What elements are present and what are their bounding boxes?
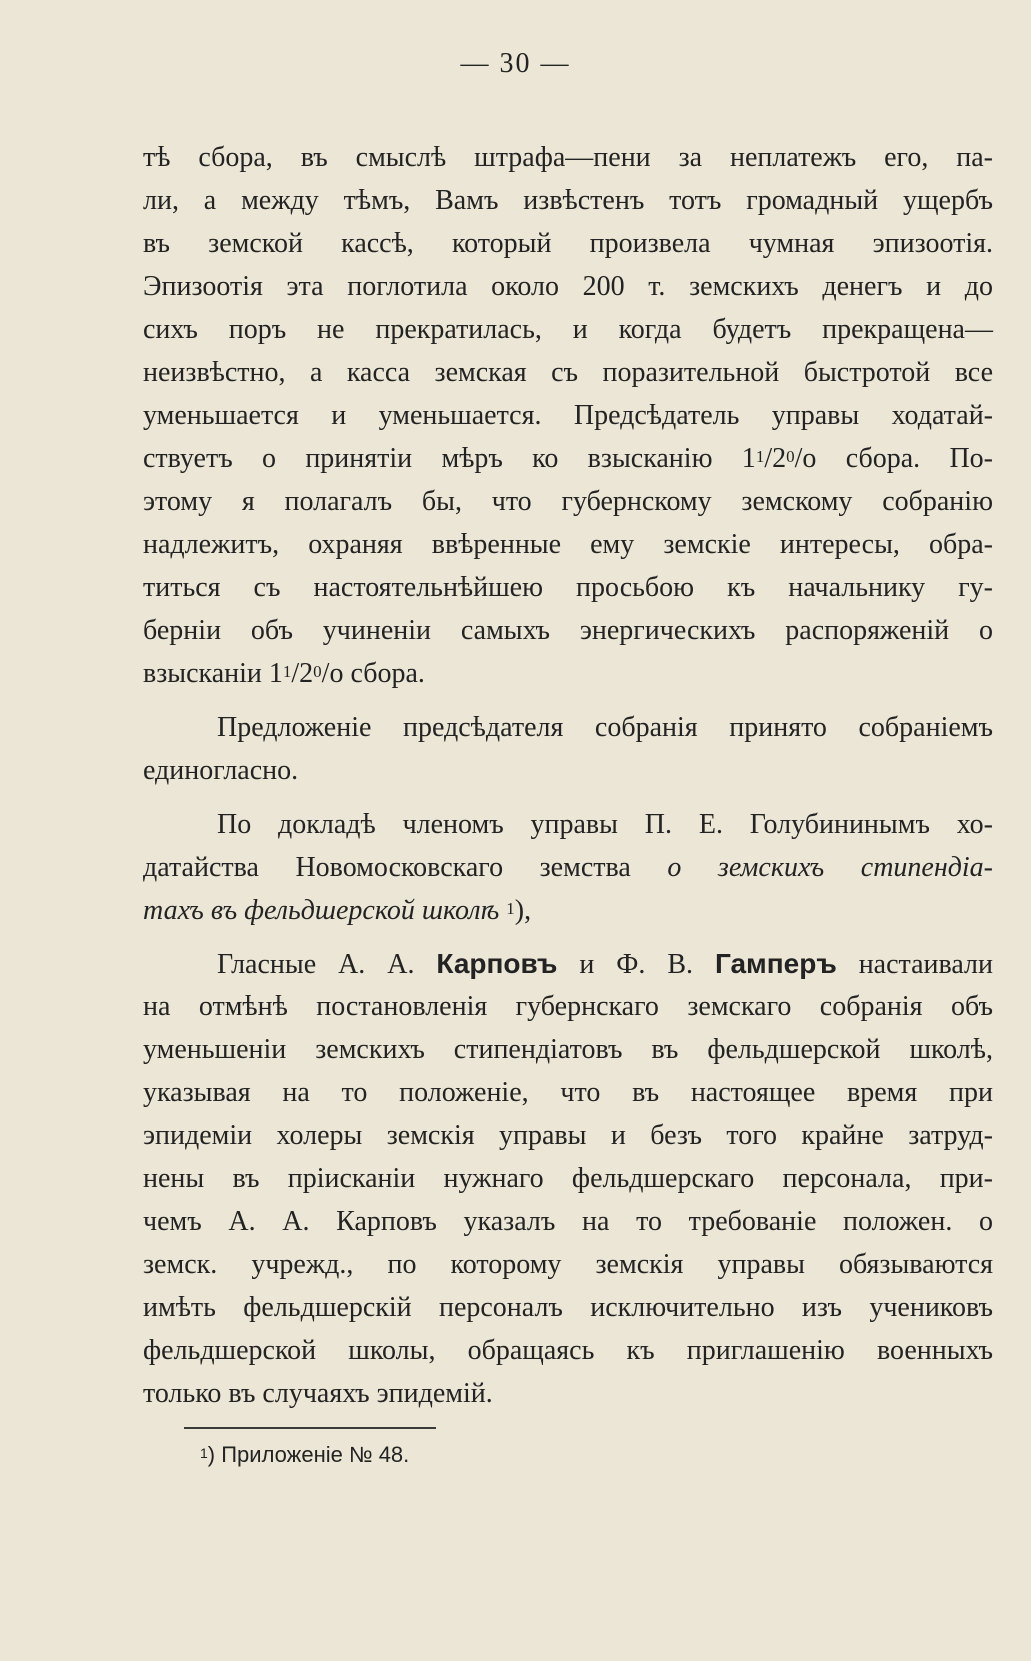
text-line-2: ли, а между тѣмъ, Вамъ извѣстенъ тотъ громадный ущербъ xyxy=(143,185,993,216)
footnote-text: ) Приложеніе № 48. xyxy=(207,1442,410,1467)
text-line-10: надлежитъ, охраняя ввѣренные ему земскіе интересы, обра- xyxy=(143,529,993,560)
text-line-15: единогласно. xyxy=(143,755,299,786)
text-line-18 xyxy=(143,891,993,931)
text-line-6: неизвѣстно, а касса земская съ поразительной быстротой все xyxy=(143,357,993,388)
text-line-20: на отмѣнѣ постановленія губернскаго земскаго собранія объ xyxy=(143,991,993,1022)
text-line-25: чемъ А. А. Карповъ указалъ на то требованіе положен. о xyxy=(143,1206,993,1237)
fraction-denominator: 2 xyxy=(772,443,787,474)
fraction-denominator-2: 2 xyxy=(299,658,314,689)
text-line-23: эпидеміи холеры земскія управы и безъ того крайне затруд- xyxy=(143,1120,993,1151)
text-line-22: указывая на то положеніе, что въ настоящее время при xyxy=(143,1077,993,1108)
text-line-27: имѣть фельдшерскій персоналъ исключительно изъ учениковъ xyxy=(143,1292,993,1323)
text-line-17 xyxy=(143,848,993,888)
text-line-5: сихъ поръ не прекратилась, и когда будетъ прекращена— xyxy=(143,314,993,345)
text-line-24: нены въ пріисканіи нужнаго фельдшерскаго персонала, при- xyxy=(143,1163,993,1194)
text-line-16: По докладѣ членомъ управы П. Е. Голубининымъ хо- xyxy=(217,809,993,840)
footnote-mark: 1 xyxy=(200,1445,208,1461)
line-8-end: сбора. По- xyxy=(816,443,993,474)
text-line-28: фельдшерской школы, обращаясь къ приглашенію военныхъ xyxy=(143,1335,993,1366)
text-line-26: земск. учрежд., по которому земскія управы обязываются xyxy=(143,1249,993,1280)
text-line-3: въ земской кассѣ, который произвела чумная эпизоотія. xyxy=(143,228,993,259)
line-8-text: ствуетъ о принятіи мѣръ ко взысканію 1 xyxy=(143,443,756,474)
fraction-slash-4: / xyxy=(321,658,330,689)
text-line-14: Предложеніе предсѣдателя собранія принято собраніемъ xyxy=(217,712,993,743)
footnote xyxy=(200,1440,409,1470)
text-line-9: этому я полагалъ бы, что губернскому земскому собранію xyxy=(143,486,993,517)
fraction-numerator: 1 xyxy=(755,447,765,466)
line-19-b: и Ф. В. xyxy=(557,949,715,980)
name-gamper: Гамперъ xyxy=(714,948,837,979)
line-19-c: настаивали xyxy=(836,949,994,980)
page-number: — 30 — xyxy=(460,48,571,79)
text-line-1: тѣ сбора, въ смыслѣ штрафа—пени за неплатежъ его, па- xyxy=(143,142,993,173)
percent-o: o xyxy=(802,443,817,474)
fraction-slash-2: / xyxy=(794,443,803,474)
line-13-end: сбора. xyxy=(343,658,425,689)
text-line-11: титься съ настоятельнѣйшею просьбою къ начальнику гу- xyxy=(143,572,993,603)
line-13-text: взысканіи 1 xyxy=(143,658,283,689)
line-17-italic: о земскихъ стипендіа- xyxy=(667,852,994,883)
line-19-a: Гласные А. А. xyxy=(217,949,437,980)
name-karpov: Карповъ xyxy=(436,948,558,979)
fraction-numerator-2: 1 xyxy=(282,662,292,681)
text-line-8 xyxy=(143,439,993,479)
text-line-21: уменьшеніи земскихъ стипендіатовъ въ фельдшерской школѣ, xyxy=(143,1034,993,1065)
text-line-4: Эпизоотія эта поглотила около 200 т. земскихъ денегъ и до xyxy=(143,271,993,302)
text-line-13 xyxy=(143,654,993,694)
footnote-ref: 1 xyxy=(506,899,515,918)
text-line-7: уменьшается и уменьшается. Предсѣдатель управы ходатай- xyxy=(143,400,993,431)
fraction-slash: / xyxy=(764,443,773,474)
line-18-end: ), xyxy=(514,895,532,926)
footnote-rule xyxy=(184,1427,436,1429)
text-line-12: берніи объ учиненіи самыхъ энергическихъ распоряженій о xyxy=(143,615,993,646)
percent-o-2: o xyxy=(329,658,344,689)
percent-circle-2: 0 xyxy=(313,662,322,681)
text-line-19 xyxy=(217,944,993,985)
line-18-italic: тахъ въ фельдшерской школѣ xyxy=(143,895,500,926)
fraction-slash-3: / xyxy=(291,658,300,689)
line-17-text: датайства Новомосковскаго земства xyxy=(143,852,668,883)
text-line-29: только въ случаяхъ эпидемій. xyxy=(143,1378,493,1409)
percent-circle: 0 xyxy=(786,447,795,466)
